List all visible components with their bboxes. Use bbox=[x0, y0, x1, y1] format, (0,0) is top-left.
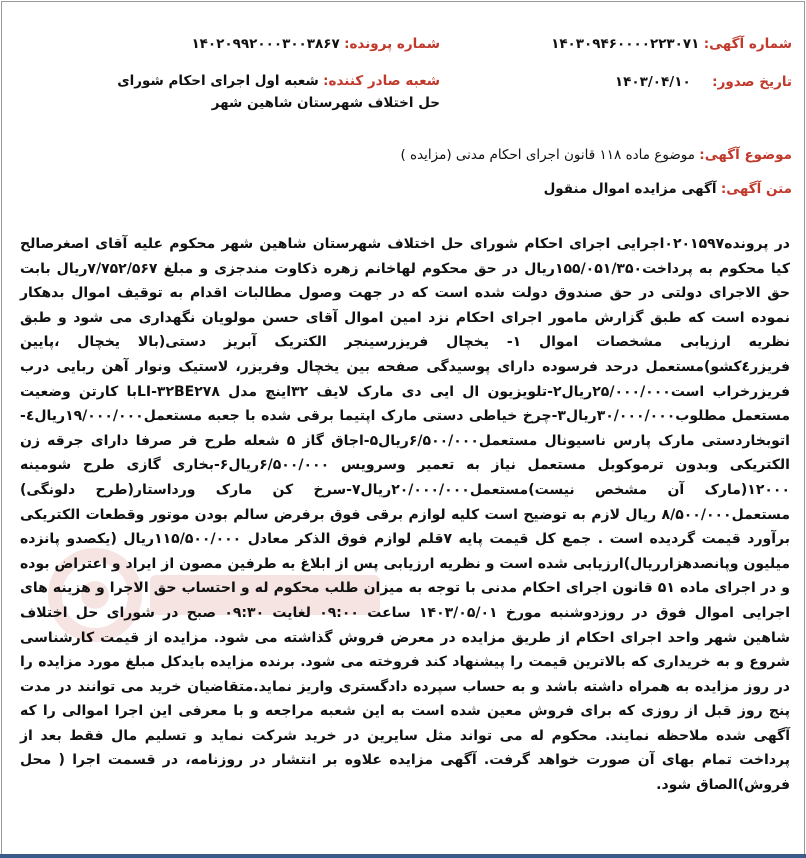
notice-text-title: آگهی مزایده اموال منقول bbox=[543, 181, 717, 197]
notice-number-label: شماره آگهی: bbox=[703, 36, 792, 52]
footer-bar bbox=[0, 854, 806, 858]
notice-number-value: ۱۴۰۳۰۹۴۶۰۰۰۰۲۲۳۰۷۱ bbox=[551, 36, 700, 52]
issue-date-label: تاریخ صدور: bbox=[712, 74, 792, 90]
issue-date-value: ۱۴۰۳/۰۴/۱۰ bbox=[614, 74, 691, 90]
notice-text-row bbox=[544, 181, 792, 197]
subject-row bbox=[400, 147, 792, 163]
file-number-row bbox=[191, 36, 440, 52]
issuing-branch-label: شعبه صادر کننده: bbox=[323, 73, 440, 89]
notice-body-text: در پرونده۰۲۰۱۵۹۷اجرایی اجرای احکام شورای حل اختلاف شهرستان شاهین شهر محکوم علیه آقای اصغرصالح کیا محکوم به پرداخت۱۵۵/۰۵۱/۳۵۰ریال در حق محکوم لهاخانم زهره ذکاوت مندجزی و مبلغ ۷/۷۵۲/۵۶۷ریال بابت حق الاجرای دولتی در حق صندوق دولت شده است که در جهت وصول مطالبات اقدام به توقیف اموال بدهکار نموده است که طبق گزارش مامور اجرای احکام نزد امین اموال آقای حسن مولویان نگهداری می شود و طبق نظریه ارزیابی مشخصات اموال ۱- یخچال فریزرسینجر الکتریک آبریز دستی(بالا یخچال ،پایین فریزر٤کشو)مستعمل درحد فرسوده دارای پوسیدگی صفحه بین یخچال وفریزر، لاستیک ونوار آهن ربایی درب فریزرخراب است۲۵/۰۰۰/۰۰۰ریال۲-تلویزیون ال ایی دی مارک لایف ۳۲اینچ مدل LI-۳۲BE۲۷۸با کارتن وضعیت مستعمل مطلوب۳۰/۰۰۰/۰۰۰ریال۳-چرخ خیاطی دستی مارک اپتیما برقی شده با جعبه مستعمل۱۹/۰۰۰/۰۰۰ریال٤-اتوبخاردستی مارک پارس ناسیونال مستعمل۶/۵۰۰/۰۰۰ریال۵-اجاق گاز ۵ شعله طرح فر صرفا دارای جرقه زن الکتریکی وبدون ترموکوبل مستعمل نیاز به تعمیر وسرویس ۶/۵۰۰/۰۰۰ریال۶-بخاری گازی طرح شومینه ۱۲۰۰۰(مارک آن مشخص نیست)مستعمل۲۰/۰۰۰/۰۰۰ریال۷-سرخ کن مارک ورداستار(طرح دلونگی) مستعمل۸/۵۰۰/۰۰۰ ریال لازم به توضیح است کلیه لوازم برقی فوق برفرض سالم بودن موتور وقطعات الکتریکی برآورد قیمت گردیده است . جمع کل قیمت پایه ۷قلم لوازم فوق الذکر معادل ۱۱۵/۵۰۰/۰۰۰ریال (یکصدو پانزده میلیون وپانصدهزارریال)ارزیابی شده است و نظریه ارزیابی پس از ابلاغ به طرفین مصون از ایراد و اعتراض بوده و در اجرای ماده ۵۱ قانون اجرای احکام مدنی با توجه به میزان طلب محکوم له و احتساب حق الاجرا و هزینه های اجرایی اموال فوق در روزدوشنبه مورخ ۱۴۰۳/۰۵/۰۱ ساعت ۰۹:۰۰ لغایت ۰۹:۳۰ صبح در شورای حل اختلاف شاهین شهر واحد اجرای احکام از طریق مزایده در معرض فروش گذاشته می شود. مزایده از قیمت کارشناسی شروع و به خریداری که بالاترین قیمت را پیشنهاد کند فروخته می شود. برنده مزایده بایدکل مبلغ مورد مزایده را در روز مزایده به همراه داشته باشد و به حساب سپرده دادگستری واریز نماید.متقاضیان خرید می توانند در مدت پنج روز قبل از روزی که برای فروش معین شده است به این شعبه مراجعه و با معرفی این اجرا اموالی را که آگهی شده ملاحظه نمایند. محکوم له می تواند مثل سایرین در خرید شرکت نماید و تسلیم مال فقط بعد از پرداخت تمام بهای آن صورت خواهد گرفت. آگهی مزایده علاوه بر انتشار در روزنامه، در قسمت اجرا ( محل فروش)الصاق شود. bbox=[20, 236, 791, 794]
file-number-value: ۱۴۰۲۰۹۹۲۰۰۰۳۰۰۳۸۶۷ bbox=[191, 36, 340, 52]
issuing-branch-value: شعبه اول اجرای احکام شورای حل اختلاف شهرستان شاهین شهر bbox=[117, 73, 440, 111]
notice-number-row bbox=[551, 36, 792, 52]
subject-value: موضوع ماده ۱۱۸ قانون اجرای احکام مدنی (مزایده ) bbox=[400, 147, 695, 163]
subject-label: موضوع آگهی: bbox=[699, 147, 792, 163]
issue-date-row bbox=[615, 74, 792, 90]
notice-text-label: متن آگهی: bbox=[720, 181, 792, 197]
file-number-label: شماره پرونده: bbox=[344, 36, 440, 52]
issuing-branch-row bbox=[100, 70, 440, 114]
